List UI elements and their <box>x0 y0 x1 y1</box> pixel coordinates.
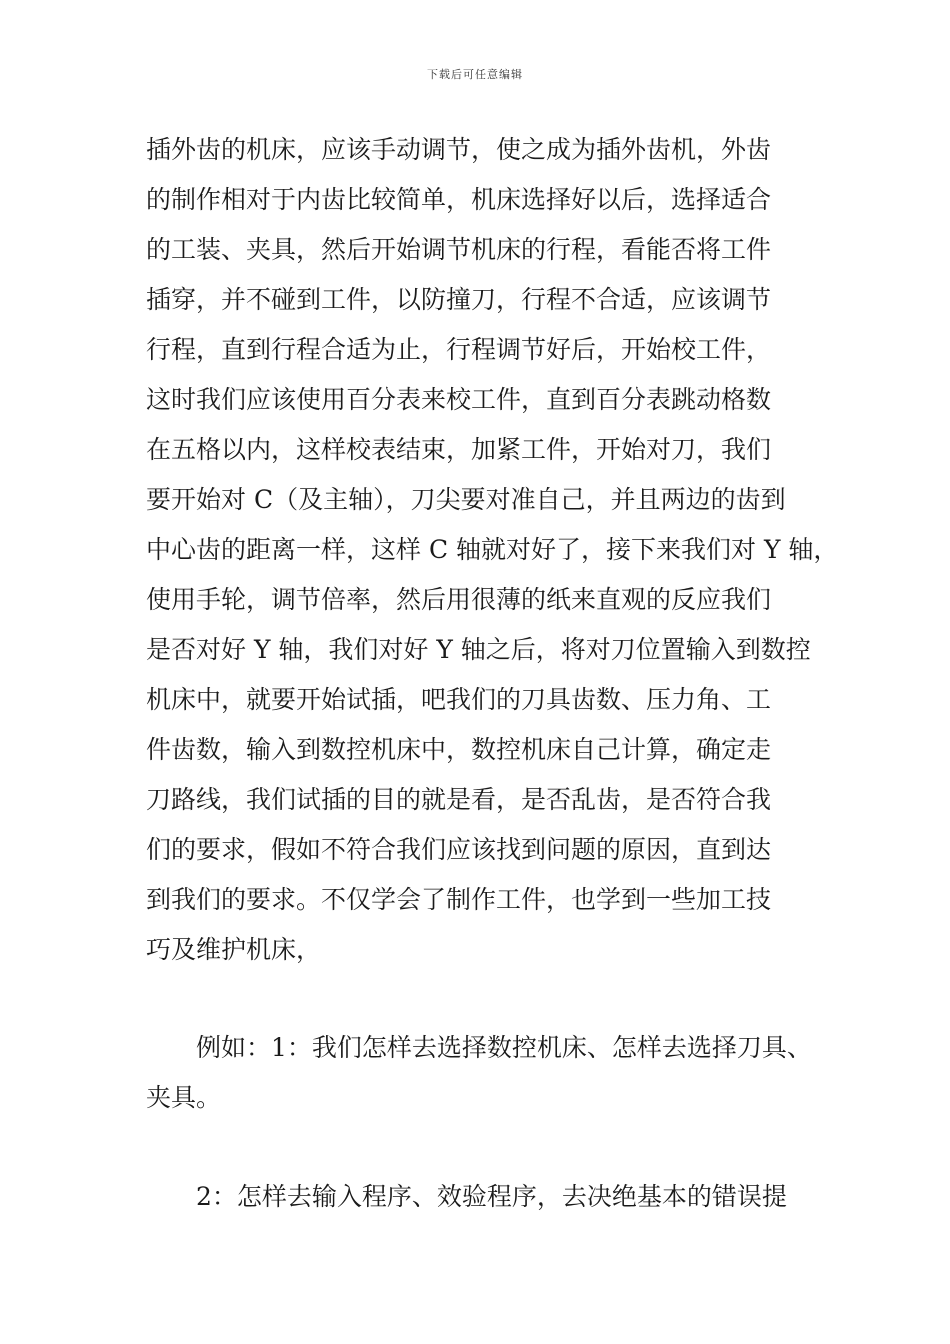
text-line: 件齿数，输入到数控机床中，数控机床自己计算，确定走 <box>146 735 772 764</box>
text-line: 夹具。 <box>146 1083 222 1112</box>
text-line: 机床中，就要开始试插，吧我们的刀具齿数、压力角、工 <box>146 685 772 714</box>
text-line: 到我们的要求。不仅学会了制作工件，也学到一些加工技 <box>146 885 772 914</box>
text-line: 使用手轮，调节倍率，然后用很薄的纸来直观的反应我们 <box>146 585 772 614</box>
text-line: 巧及维护机床， <box>146 935 322 964</box>
text-line: 例如：1：我们怎样去选择数控机床、怎样去选择刀具、 <box>196 1033 812 1062</box>
text-line: 行程，直到行程合适为止，行程调节好后，开始校工件， <box>146 335 772 364</box>
paragraph-1 <box>146 125 839 975</box>
text-line: 的制作相对于内齿比较简单，机床选择好以后，选择适合 <box>146 185 772 214</box>
text-line: 要开始对 C（及主轴），刀尖要对准自己，并且两边的齿到 <box>146 485 786 514</box>
text-line: 刀路线，我们试插的目的就是看，是否乱齿，是否符合我 <box>146 785 772 814</box>
header-note: 下载后可任意编辑 <box>427 68 523 81</box>
text-line: 在五格以内，这样校表结束，加紧工件，开始对刀，我们 <box>146 435 772 464</box>
text-line: 这时我们应该使用百分表来校工件，直到百分表跳动格数 <box>146 385 772 414</box>
text-line: 的工装、夹具，然后开始调节机床的行程，看能否将工件 <box>146 235 772 264</box>
paragraph-2 <box>146 1023 816 1123</box>
text-line: 插穿，并不碰到工件，以防撞刀，行程不合适，应该调节 <box>146 285 772 314</box>
paragraph-3 <box>146 1172 816 1222</box>
text-line: 中心齿的距离一样，这样 C 轴就对好了，接下来我们对 Y 轴， <box>146 535 839 564</box>
text-line: 插外齿的机床，应该手动调节，使之成为插外齿机，外齿 <box>146 135 772 164</box>
text-line: 2：怎样去输入程序、效验程序，去决绝基本的错误提 <box>196 1182 787 1211</box>
text-line: 是否对好 Y 轴，我们对好 Y 轴之后，将对刀位置输入到数控 <box>146 635 811 664</box>
text-line: 们的要求，假如不符合我们应该找到问题的原因，直到达 <box>146 835 772 864</box>
